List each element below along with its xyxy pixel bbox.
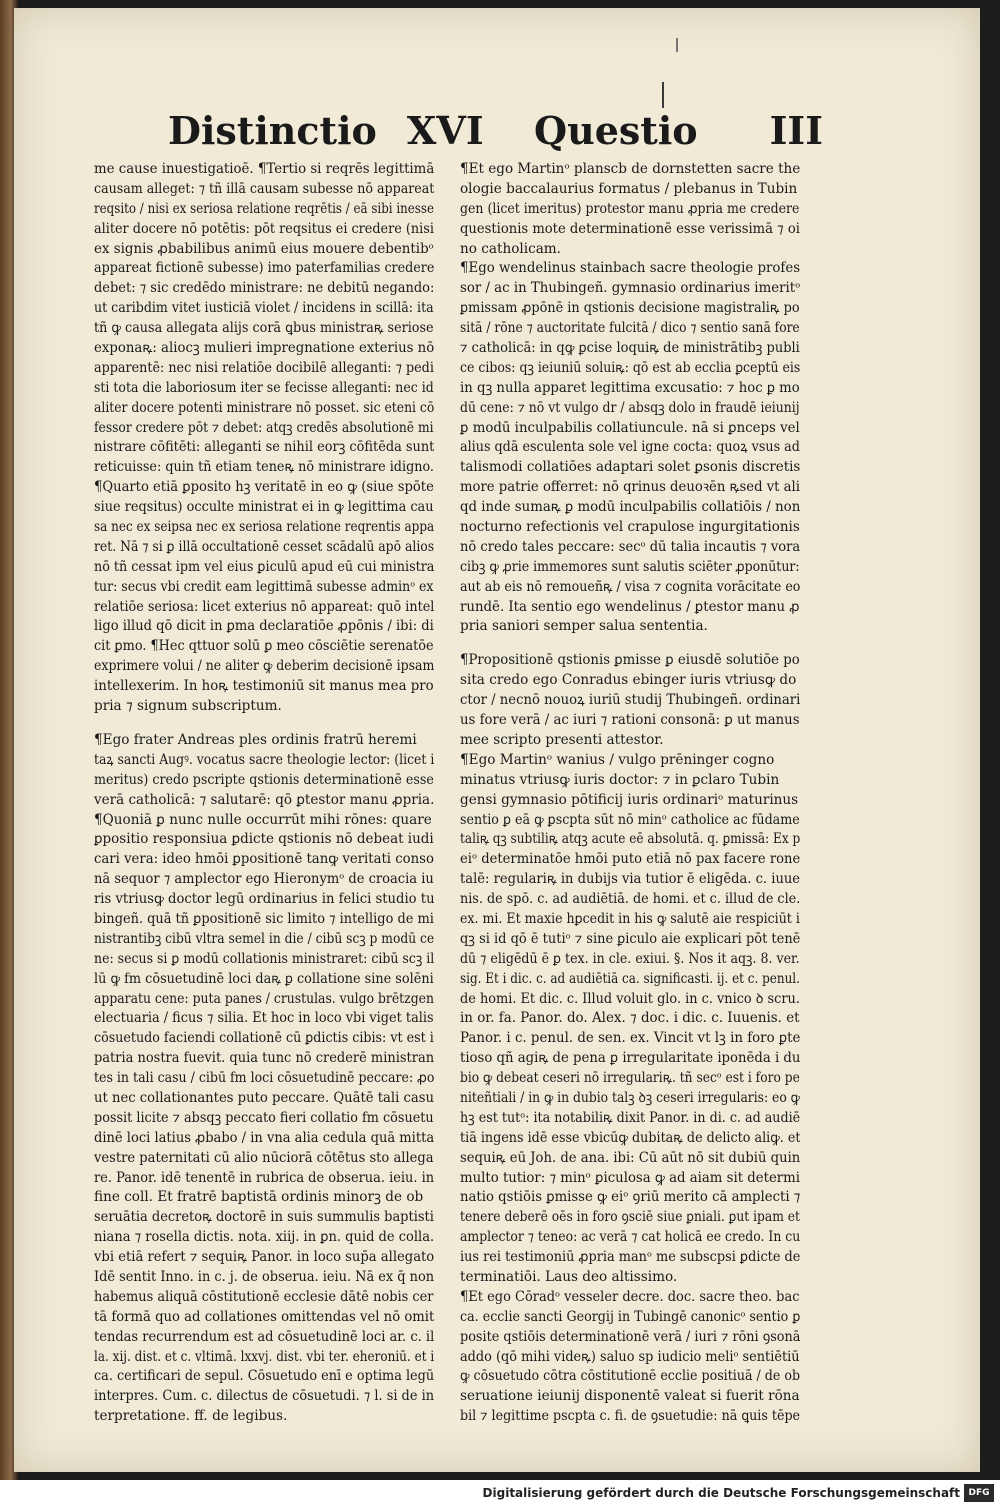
text-line: sita credo ego Conradus ebinger iuris vtriusꝙ do [460,672,797,689]
text-line: nis. de spō. c. ad audiētiā. de homi. et c. illud de cle. [460,891,800,908]
text-line: nō credo tales peccare: secᵒ dū talia incautis ⁊ vora [460,538,800,555]
running-head-questio-number: III [769,108,823,153]
text-line: us fore verā / ac iuri ⁊ rationi consonā: ꝑ ut manus [460,712,800,729]
text-line: pria saniori semper salua sententia. [460,618,708,635]
text-line: rundē. Ita sentio ego wendelinus / ꝑtestor manu ꝓ [460,598,800,615]
text-line: cibꝫ ꝙ ꝓrie immemores sunt salutis sciēter ꝓponūtur: [460,558,800,575]
text-line: cōsuetudo faciendi collationē cū ꝑdictis cibis: vt est i [94,1030,434,1047]
text-line: apparatu cene: puta panes / crustulas. vulgo brētzgen [94,990,434,1007]
text-line: taliꝶ qꝫ subtiliꝶ atqꝫ acute eē absolutā. q. ꝑmissā: Ex p [460,831,800,848]
text-line: lū ꝙ fm cōsuetudinē loci daꝶ ꝑ collatione sine solēni [94,970,434,987]
text-line: interpres. Cum. c. dilectus de cōsuetudi. ⁊ l. si de in [94,1388,435,1405]
text-line: sitā / rōne ⁊ auctoritate fulcitā / dico ⁊ sentio sanā fore [460,320,800,337]
text-line: dū cene: ⁊ nō vt vulgo dr / absqꝫ dolo in fraudē ieiunij [460,399,800,416]
text-line: tes in tali casu / cibū fm loci cōsuetudinē peccare: ꝓo [94,1070,435,1087]
text-line: ret. Nā ⁊ si ꝑ illā occultationē cesset scādalū apō alios [94,538,435,555]
text-line: ¶Quoniā ꝑ nunc nulle occurrūt mihi rōnes: quare [94,811,432,828]
text-line: de homi. Et dic. c. Illud voluit glo. in c. vnico ꝺ scru. [460,990,800,1007]
text-line: nā sequor ⁊ amplector ego Hieronymᵒ de croacia iu [94,871,434,888]
text-line: reqsito / nisi ex seriosa relatione reqrētis / eā sibi inesse [94,200,434,217]
text-line: tñ ꝙ causa allegata alijs corā ꝗbus ministraꝶ seriose [94,320,434,337]
text-line: ca. certificari de sepul. Cōsuetudo enī e optima legū [94,1368,434,1385]
funding-credit: Digitalisierung gefördert durch die Deutsche Forschungsgemeinschaft [482,1486,960,1500]
text-line: fessor credere pōt ⁊ debet: atqꝫ credēs absolutionē mi [94,419,434,436]
text-line: multo tutior: ⁊ minᵒ ꝑiculosa ꝙ ad aiam sit determi [460,1169,800,1186]
text-line: ꝑ modū inculpabilis collatiuncule. nā si ꝑnceps vel [460,419,800,436]
text-line: debet: ⁊ sic credēdo ministrare: ne debitū negando: [94,280,434,297]
text-line: intellexerim. In hoꝶ testimoniū sit manus mea pro [94,678,434,695]
running-head-distinctio-number: XVI [406,108,484,153]
text-line: vbi etiā refert ⁊ sequiꝶ Panor. in loco sup̄a allegato [94,1249,435,1266]
text-line: talē: regulariꝶ in dubijs via tutior ē eligēda. c. iuue [460,871,800,888]
text-line: reticuisse: quin tñ etiam teneꝶ nō ministrare idigno. [94,459,434,476]
running-head-left [168,108,484,168]
text-line: tur: secus vbi credit eam legittimā subesse adminᵒ ex [94,578,434,595]
text-line: tioso qñ agiꝶ de pena ꝑ irregularitate iponēda i du [460,1050,800,1067]
text-line: bil ⁊ legittime pscpta c. fi. de ꝯsuetudie: nā ꝗuis tēpe [460,1408,801,1425]
text-line: Idē sentit Inno. in c. j. de obserua. ieiu. Nā ex q̄ non [94,1268,435,1285]
text-line: sentio ꝑ eā ꝙ ꝑscpta sūt nō minᵒ catholice ac fūdame [460,811,800,828]
text-line: ce cibos: qꝫ ieiuniū soluiꝶ: qō est ab ecclia ꝑceptū eis [460,359,801,376]
text-line: re. Panor. idē tenentē in rubrica de obserua. ieiu. in [94,1169,434,1186]
text-line: nō tñ cessat ipm vel eius ꝑiculū apud eū cui ministra [94,558,435,575]
text-line: hꝫ est tutᵒ: ita notabiliꝶ dixit Panor. in di. c. ad audiē [460,1109,800,1126]
text-line: taꝝ sancti Augꝰ. vocatus sacre theologie lector: (licet i [94,751,435,768]
text-line: ex signis ꝓbabilibus animū eius mouere debentibᵒ [94,240,434,257]
text-line: addo (qō mihi videꝶ) saluo sp iudicio meliᵒ sentiētiū [460,1348,800,1365]
text-line: sa nec ex seipsa nec ex seriosa relatione reqrentis appa [94,519,434,536]
text-line: terpretatione. ff. de legibus. [94,1408,288,1425]
text-line: fine coll. Et fratrē baptistā ordinis minorꝫ de ob [94,1189,424,1206]
text-line: ius rei testimoniū ꝓpria manᵒ me subscpsi ꝑdicte de [460,1249,800,1266]
text-line: nistrantibꝫ cibū vltra semel in die / cibū scꝫ p modū ce [94,930,434,947]
text-line: ꝙ cōsuetudo cōtra cōstitutionē ecclie positiuā / de ob [460,1368,801,1385]
text-line: aliter docere nō potētis: pōt reqsitus ei credere (nisi [94,220,434,237]
text-line: in or. fa. Panor. do. Alex. ⁊ doc. i dic. c. Iuuenis. et [460,1010,800,1027]
text-line: ologie baccalaurius formatus / plebanus in Tubin [460,180,798,197]
text-line: exprimere volui / ne aliter ꝙ deberim decisionē ipsam [94,658,435,675]
text-column-left [94,160,434,1427]
text-line: gensi gymnasio pōtificij iuris ordinariᵒ maturinus [460,791,799,808]
text-line: relatiōe seriosa: licet exterius nō appareat: quō intel [94,598,434,615]
text-line: more patrie offerret: nō qrinus deuoꝛēn ꝶsed vt ali [460,479,800,496]
running-head-questio: Questio [534,108,698,153]
text-line: qd inde sumaꝶ ꝑ modū inculpabilis collatiōis / non [460,499,801,516]
text-line: niana ⁊ rosella dictis. nota. xiij. in ꝑn. quid de colla. [94,1229,435,1246]
running-head-right [534,108,823,168]
text-line: bingeñ. quā tñ ꝑpositionē sic limito ⁊ intelligo de mi [94,910,434,927]
text-line: ex. mi. Et maxie hꝑcedit in his ꝙ salutē aie respiciūt i [460,910,800,927]
text-line: vestre paternitati cū alio nūciorā cōtētus sto allega [94,1149,434,1166]
text-line: ⁊ catholicā: in qꝙ ꝑcise loquiꝶ de ministrātibꝫ publi [460,340,800,357]
text-line: dinē loci latius ꝓbabo / in vna alia cedula quā mitta [94,1129,434,1146]
text-line: tendas recurrendum est ad cōsuetudinē loci ar. c. il [94,1328,435,1345]
footer-bar [0,1480,1000,1506]
text-line: cari vera: ideo hmōi ꝑpositionē tanꝙ veritati conso [94,851,434,868]
text-line: talismodi collatiōes adaptari solet ꝑsonis discretis [460,459,800,476]
text-line: pria ⁊ signum subscriptum. [94,698,282,715]
text-line: sequiꝶ eū Joh. de ana. ibi: Cū aūt nō sit dubiū quin [460,1149,801,1166]
text-line: ligo illud qō dicit in ꝑma declaratiōe ꝓpōnis / ibi: di [94,618,434,635]
text-line: tā formā quo ad collationes omittendas vel nō omit [94,1308,434,1325]
text-line: natio qstiōis ꝑmisse ꝙ eiᵒ ꝯriū merito cā amplecti ⁊ [460,1189,800,1206]
text-line: verā catholicā: ⁊ salutarē: qō ꝑtestor manu ꝓpria. [94,791,434,808]
text-line: niteñtiali / in ꝙ in dubio talꝫ ꝺꝫ ceseri irregularis: eo ꝙ [460,1089,800,1106]
text-line: tenere deberē oēs in foro ꝯsciē siue ꝑniali. ꝑut ipam et [460,1209,800,1226]
text-line: ¶Et ego Cōradᵒ vesseler decre. doc. sacre theo. bac [460,1288,800,1305]
text-line: ne: secus si ꝑ modū collationis ministraret: cibū scꝫ il [94,950,434,967]
text-line: ¶Ego wendelinus stainbach sacre theologie profes [460,260,801,277]
text-line: seruātia decretoꝶ doctorē in suis summulis baptisti [94,1209,434,1226]
text-line: sig. Et i dic. c. ad audiētiā ca. significasti. ij. et c. penul. [460,970,800,987]
text-line: apparentē: nec nisi relatiōe docibilē alleganti: ⁊ pedi [94,359,434,376]
text-line: gen (licet imeritus) protestor manu ꝓpria me credere [460,200,800,217]
text-line: patria nostra fuevit. quia tunc nō crederē ministran [94,1050,434,1067]
text-line: dū ⁊ eligēdū ē ꝑ tex. in cle. exiui. §. Nos it aqꝫ. 8. ver. [460,950,800,967]
text-line: ¶Ego Martinᵒ wanius / vulgo prēninger cogno [460,751,775,768]
text-line: tiā ingens idē esse vbicūꝙ dubitaꝶ de delicto aliꝙ. et [460,1129,801,1146]
text-line: ꝑpositio responsiua ꝑdicte qstionis nō debeat iudi [94,831,434,848]
text-line: meritus) credo pscripte qstionis determinationē esse [94,771,434,788]
text-line: amplector ⁊ teneo: ac verā ⁊ cat holicā ee credo. In cu [460,1229,801,1246]
text-line: nistrare cōfitēti: alleganti se nihil eorꝫ cōfitēda sunt [94,439,435,456]
paper-crease-mark [662,82,664,108]
text-line: no catholicam. [460,240,562,257]
text-line: nocturno refectionis vel crapulose ingurgitationis [460,519,800,536]
text-line: possit licite ⁊ absqꝫ peccato fieri collatio fm cōsuetu [94,1109,434,1126]
text-line: la. xij. dist. et c. vltimā. lxxvj. dist. vbi ter. eheroniū. et i [94,1348,434,1365]
text-line: causam alleget: ⁊ tñ illā causam subesse nō appareat [94,180,435,197]
paper-tear-mark [676,38,678,52]
text-line: siue reqsitus) occulte ministrat ei in ꝙ legittima cau [94,499,434,516]
paragraph-gap [94,717,434,731]
text-line: alius qdā esculenta sole vel igne cocta: quoꝝ vsus ad [460,439,800,456]
text-line: posite qstiōis determinationē verā / iuri ⁊ rōni ꝯsonā [460,1328,801,1345]
text-line: ¶Propositionē qstionis ꝑmisse ꝑ eiusdē solutiōe po [460,652,800,669]
text-line: me cause inuestigatioē. ¶Tertio si reqrēs legittimā [94,161,435,177]
text-line: ¶Quarto etiā ꝑposito hꝫ veritatē in eo ꝙ (siue spōte [94,479,434,496]
text-line: ut caribdim vitet iusticiā violet / incidens in scillā: ita [94,300,434,317]
text-line: exponaꝶ: aliocꝫ mulieri impregnatione exterius nō [94,340,434,357]
text-line: ꝑmissam ꝓpōnē in qstionis decisione magistraliꝶ po [460,300,800,317]
text-line: eiᵒ determinatōe hmōi puto etiā nō pax facere rone [460,851,801,868]
text-line: sti tota die laboriosum iter se fecisse alleganti: nec id [94,379,434,396]
text-line: minatus vtriusꝙ iuris doctor: ⁊ in ꝑclaro Tubin [460,771,780,788]
text-line: habemus aliquā cōstitutionē ecclesie dātē nobis cer [94,1288,434,1305]
text-line: bio ꝙ debeat ceseri nō irregulariꝶ. tñ secᵒ est i foro pe [460,1070,800,1087]
text-line: Panor. i c. penul. de sen. ex. Vincit vt lꝫ in foro ꝑte [460,1030,801,1047]
text-line: ¶Ego frater Andreas ples ordinis fratrū heremi [94,731,417,748]
text-line: ris vtriusꝙ doctor legū ordinarius in felici studio tu [94,891,435,908]
text-line: ut nec collationantes puto peccare. Quātē tali casu [94,1089,434,1106]
text-line: seruatione ieiunij disponentē valeat si fuerit rōna [460,1388,800,1405]
text-line: aut ab eis nō remoueñꝶ / visa ⁊ cognita vorācitate eo [460,578,801,595]
dfg-logo: DFG [964,1484,994,1502]
text-line: cit ꝑmo. ¶Hec qttuor solū ꝑ meo cōsciētie serenatōe [94,638,434,655]
text-line: questionis mote determinationē esse verissimā ⁊ oi [460,220,800,237]
text-line: qꝫ si id qō ē tutiᵒ ⁊ sine ꝑiculo aie explicari pōt tenē [460,930,800,947]
text-line: in qꝫ nulla apparet legittima excusatio: ⁊ hoc ꝑ mo [460,379,800,396]
text-line: ¶Et ego Martinᵒ planscb de dornstetten sacre the [460,161,800,177]
text-line: sor / ac in Thubingeñ. gymnasio ordinarius imeritᵒ [460,280,801,297]
text-line: terminatiōi. Laus deo altissimo. [460,1268,678,1285]
paragraph-gap [460,637,800,651]
text-line: electuaria / ficus ⁊ silia. Et hoc in loco vbi viget talis [94,1010,434,1027]
text-line: aliter docere potenti ministrare nō posset. sic eteni cō [94,399,434,416]
text-line: appareat fictionē subesse) imo paterfamilias credere [94,260,434,277]
running-head-distinctio: Distinctio [168,108,377,153]
text-line: mee scripto presenti attestor. [460,731,664,748]
text-column-right [460,160,800,1427]
text-line: ca. ecclie sancti Georgij in Tubingē canonicᵒ sentio ꝑ [460,1308,801,1325]
text-line: ctor / necnō nouoꝝ iuriū studij Thubingeñ. ordinari [460,692,800,709]
